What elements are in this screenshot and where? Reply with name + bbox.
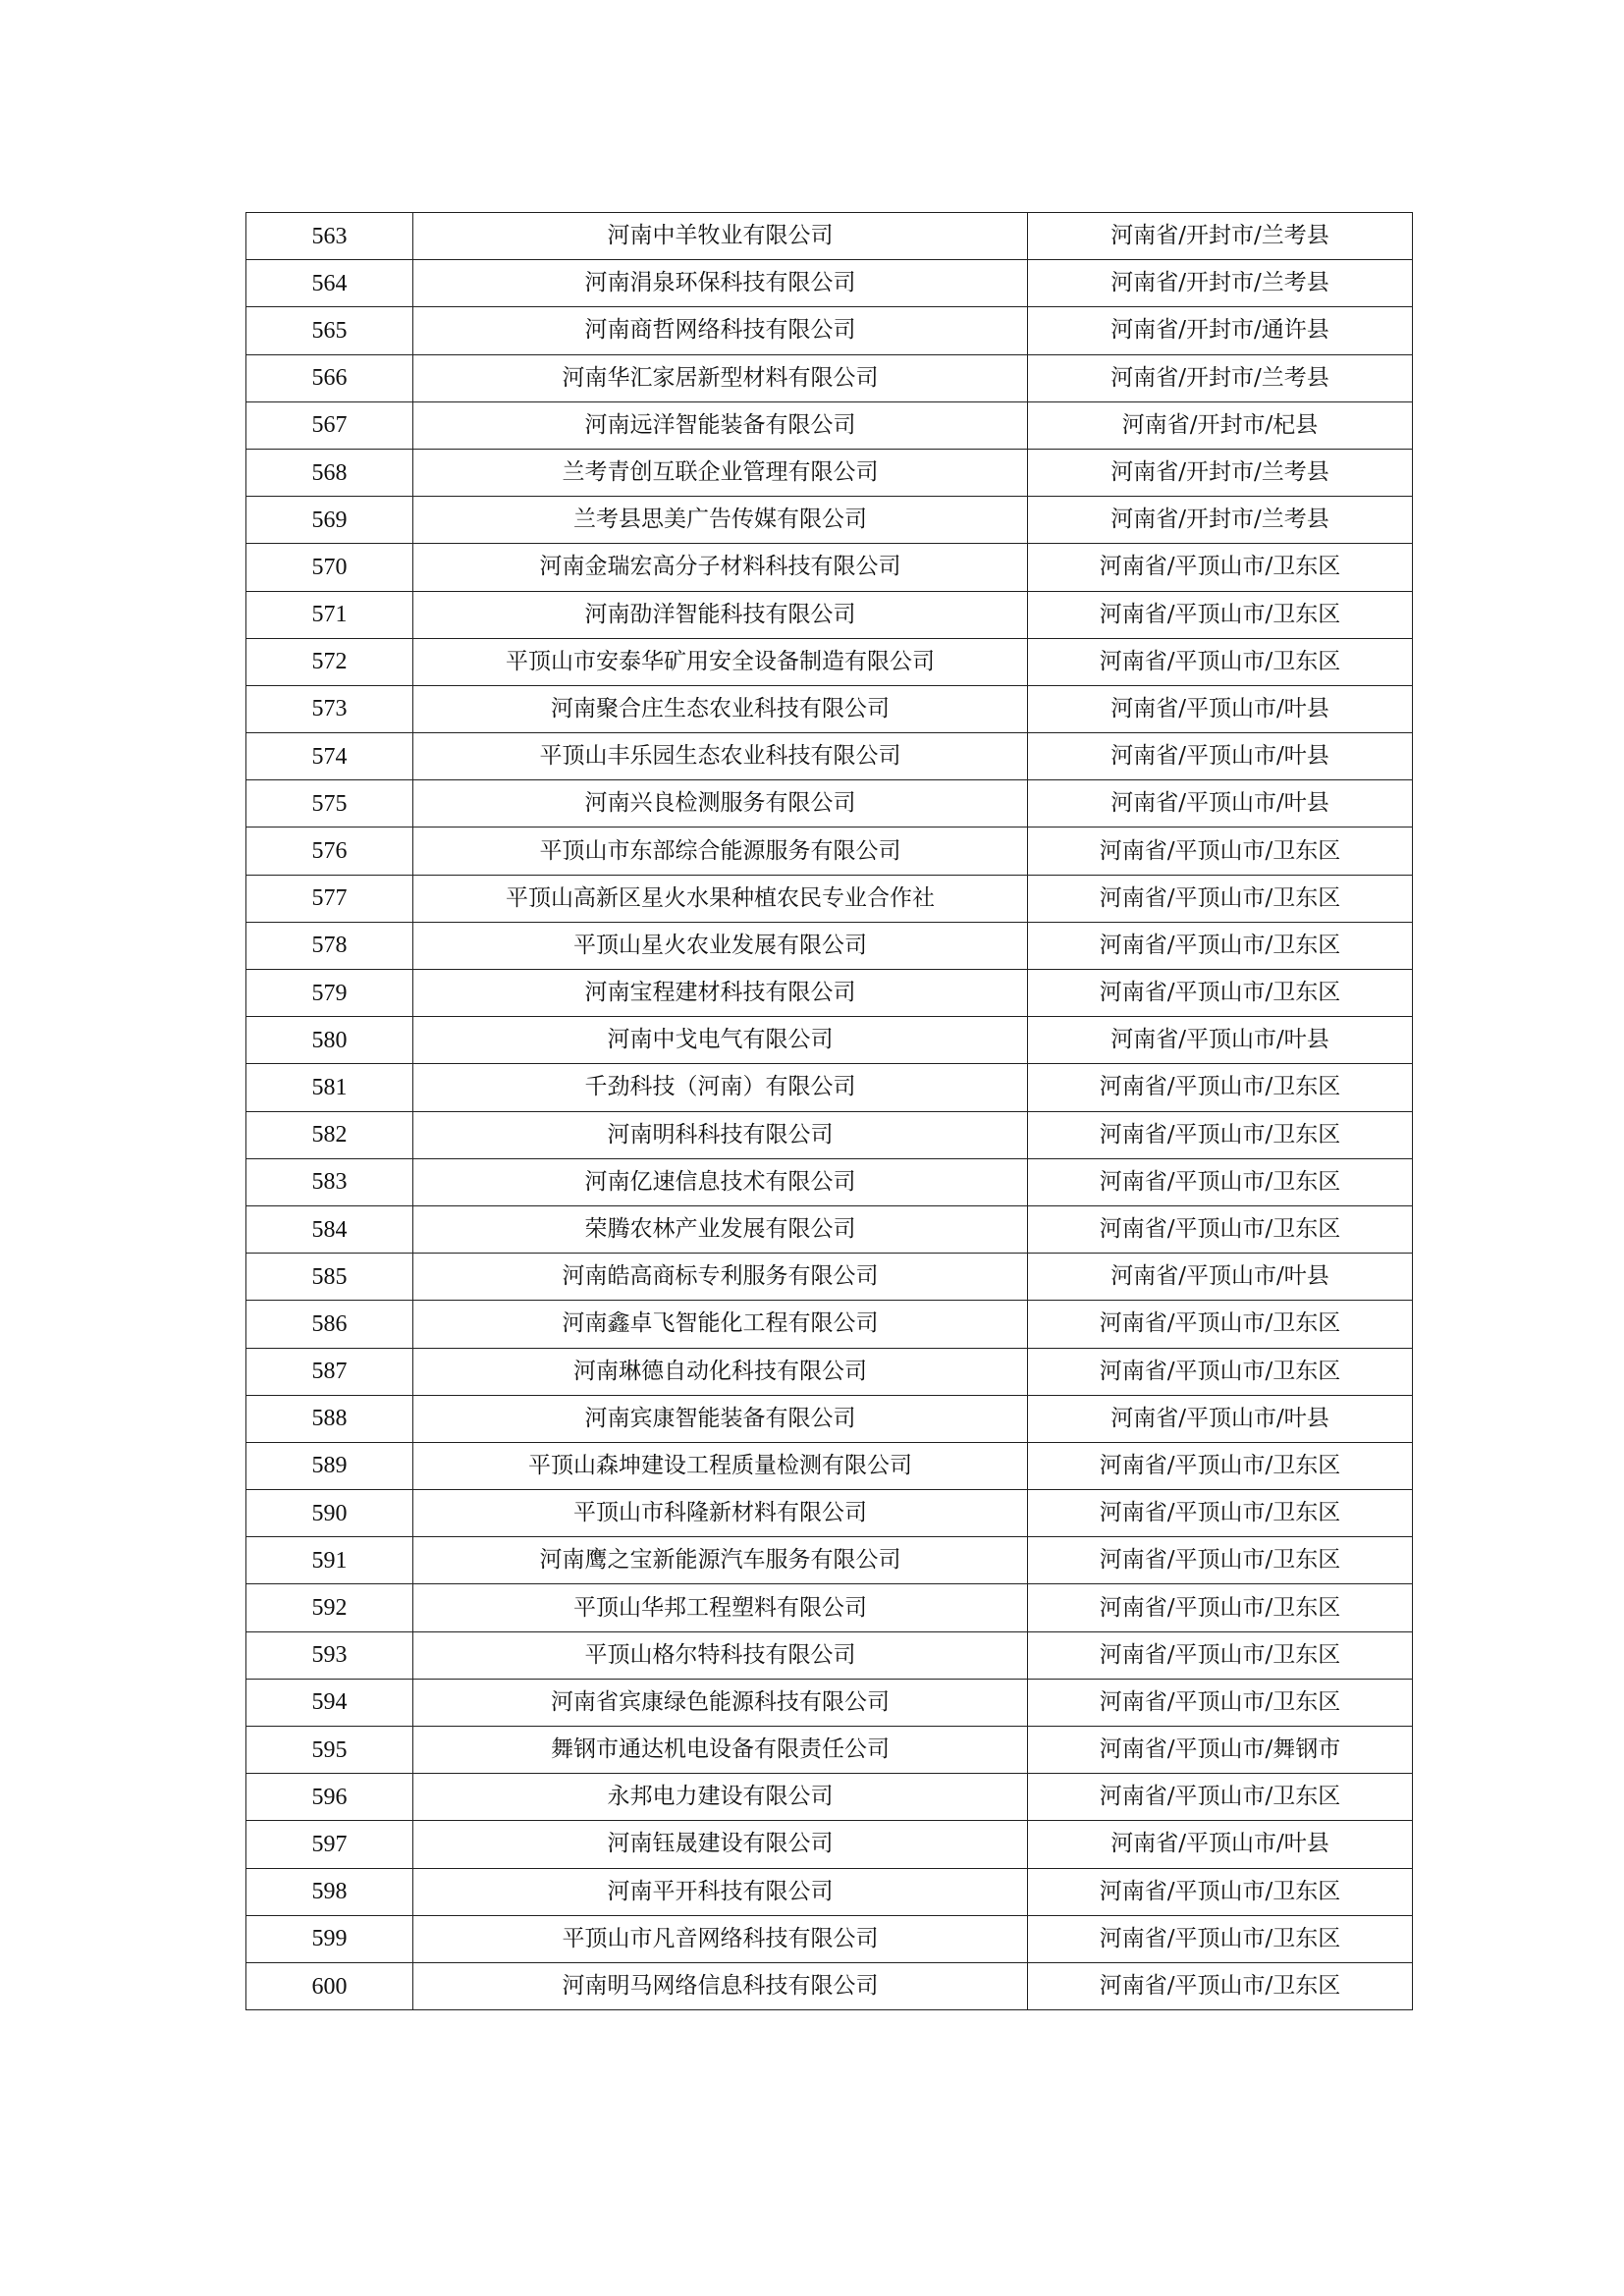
table-row [246, 1774, 1413, 1821]
row-number: 584 [246, 1205, 413, 1253]
table-row [246, 544, 1413, 591]
company-region: 河南省/平顶山市/叶县 [1028, 1821, 1413, 1868]
company-name: 平顶山星火农业发展有限公司 [413, 922, 1028, 969]
table-row [246, 449, 1413, 496]
row-number: 600 [246, 1962, 413, 2009]
company-region: 河南省/平顶山市/卫东区 [1028, 1111, 1413, 1158]
company-name: 河南远洋智能装备有限公司 [413, 401, 1028, 449]
company-region: 河南省/平顶山市/卫东区 [1028, 1915, 1413, 1962]
table-row [246, 1064, 1413, 1111]
company-region: 河南省/平顶山市/叶县 [1028, 1017, 1413, 1064]
table-row [246, 354, 1413, 401]
row-number: 596 [246, 1774, 413, 1821]
company-name: 千劲科技（河南）有限公司 [413, 1064, 1028, 1111]
row-number: 588 [246, 1395, 413, 1442]
company-name: 河南省宾康绿色能源科技有限公司 [413, 1679, 1028, 1726]
company-region: 河南省/平顶山市/叶县 [1028, 1395, 1413, 1442]
row-number: 594 [246, 1679, 413, 1726]
row-number: 574 [246, 733, 413, 780]
company-name: 河南金瑞宏高分子材料科技有限公司 [413, 544, 1028, 591]
company-name: 平顶山格尔特科技有限公司 [413, 1631, 1028, 1679]
table-row [246, 1915, 1413, 1962]
company-table [245, 212, 1413, 2010]
row-number: 576 [246, 828, 413, 875]
company-region: 河南省/平顶山市/卫东区 [1028, 1537, 1413, 1584]
row-number: 583 [246, 1158, 413, 1205]
row-number: 572 [246, 638, 413, 685]
company-name: 平顶山高新区星火水果种植农民专业合作社 [413, 875, 1028, 922]
company-name: 河南亿速信息技术有限公司 [413, 1158, 1028, 1205]
row-number: 580 [246, 1017, 413, 1064]
table-row [246, 1679, 1413, 1726]
company-region: 河南省/平顶山市/叶县 [1028, 780, 1413, 828]
company-name: 河南中戈电气有限公司 [413, 1017, 1028, 1064]
row-number: 565 [246, 307, 413, 354]
company-name: 河南平开科技有限公司 [413, 1868, 1028, 1915]
table-row [246, 828, 1413, 875]
company-region: 河南省/平顶山市/卫东区 [1028, 1774, 1413, 1821]
company-name: 河南涓泉环保科技有限公司 [413, 260, 1028, 307]
table-row [246, 685, 1413, 732]
table-row [246, 1205, 1413, 1253]
table-row [246, 1111, 1413, 1158]
table-row [246, 260, 1413, 307]
table-row [246, 1017, 1413, 1064]
row-number: 587 [246, 1348, 413, 1395]
row-number: 579 [246, 970, 413, 1017]
company-region: 河南省/平顶山市/卫东区 [1028, 1442, 1413, 1489]
company-region: 河南省/开封市/兰考县 [1028, 449, 1413, 496]
company-name: 舞钢市通达机电设备有限责任公司 [413, 1727, 1028, 1774]
row-number: 563 [246, 213, 413, 260]
company-name: 河南宝程建材科技有限公司 [413, 970, 1028, 1017]
company-region: 河南省/平顶山市/卫东区 [1028, 591, 1413, 638]
row-number: 582 [246, 1111, 413, 1158]
company-name: 平顶山华邦工程塑料有限公司 [413, 1584, 1028, 1631]
company-name: 河南明马网络信息科技有限公司 [413, 1962, 1028, 2009]
row-number: 599 [246, 1915, 413, 1962]
company-region: 河南省/平顶山市/叶县 [1028, 685, 1413, 732]
company-region: 河南省/平顶山市/卫东区 [1028, 1158, 1413, 1205]
company-region: 河南省/平顶山市/卫东区 [1028, 1631, 1413, 1679]
row-number: 578 [246, 922, 413, 969]
row-number: 591 [246, 1537, 413, 1584]
company-name: 平顶山市凡音网络科技有限公司 [413, 1915, 1028, 1962]
row-number: 568 [246, 449, 413, 496]
company-name: 河南商哲网络科技有限公司 [413, 307, 1028, 354]
company-region: 河南省/平顶山市/卫东区 [1028, 875, 1413, 922]
table-row [246, 1584, 1413, 1631]
row-number: 571 [246, 591, 413, 638]
company-region: 河南省/平顶山市/叶县 [1028, 733, 1413, 780]
company-region: 河南省/开封市/通许县 [1028, 307, 1413, 354]
row-number: 569 [246, 497, 413, 544]
table-row [246, 1158, 1413, 1205]
company-name: 兰考县思美广告传媒有限公司 [413, 497, 1028, 544]
table-row [246, 213, 1413, 260]
company-region: 河南省/平顶山市/卫东区 [1028, 544, 1413, 591]
row-number: 589 [246, 1442, 413, 1489]
company-region: 河南省/平顶山市/卫东区 [1028, 1584, 1413, 1631]
company-table-body [246, 213, 1413, 2010]
company-region: 河南省/平顶山市/卫东区 [1028, 1962, 1413, 2009]
company-name: 河南明科科技有限公司 [413, 1111, 1028, 1158]
company-region: 河南省/开封市/兰考县 [1028, 260, 1413, 307]
table-row [246, 1631, 1413, 1679]
table-row [246, 401, 1413, 449]
table-row [246, 1962, 1413, 2009]
company-name: 平顶山森坤建设工程质量检测有限公司 [413, 1442, 1028, 1489]
company-region: 河南省/开封市/兰考县 [1028, 354, 1413, 401]
company-name: 河南兴良检测服务有限公司 [413, 780, 1028, 828]
table-row [246, 1727, 1413, 1774]
table-row [246, 780, 1413, 828]
company-region: 河南省/平顶山市/叶县 [1028, 1254, 1413, 1301]
row-number: 598 [246, 1868, 413, 1915]
company-region: 河南省/平顶山市/卫东区 [1028, 638, 1413, 685]
table-row [246, 1821, 1413, 1868]
row-number: 585 [246, 1254, 413, 1301]
company-name: 永邦电力建设有限公司 [413, 1774, 1028, 1821]
row-number: 566 [246, 354, 413, 401]
company-name: 平顶山丰乐园生态农业科技有限公司 [413, 733, 1028, 780]
company-name: 平顶山市东部综合能源服务有限公司 [413, 828, 1028, 875]
row-number: 564 [246, 260, 413, 307]
company-name: 平顶山市安泰华矿用安全设备制造有限公司 [413, 638, 1028, 685]
table-row [246, 1537, 1413, 1584]
company-region: 河南省/平顶山市/卫东区 [1028, 1205, 1413, 1253]
company-name: 河南琳德自动化科技有限公司 [413, 1348, 1028, 1395]
company-region: 河南省/平顶山市/卫东区 [1028, 1868, 1413, 1915]
row-number: 597 [246, 1821, 413, 1868]
table-row [246, 1254, 1413, 1301]
company-region: 河南省/平顶山市/卫东区 [1028, 1490, 1413, 1537]
table-row [246, 1868, 1413, 1915]
company-region: 河南省/平顶山市/卫东区 [1028, 970, 1413, 1017]
table-row [246, 591, 1413, 638]
row-number: 595 [246, 1727, 413, 1774]
row-number: 581 [246, 1064, 413, 1111]
table-row [246, 638, 1413, 685]
company-name: 河南华汇家居新型材料有限公司 [413, 354, 1028, 401]
row-number: 586 [246, 1301, 413, 1348]
company-name: 平顶山市科隆新材料有限公司 [413, 1490, 1028, 1537]
company-name: 河南鹰之宝新能源汽车服务有限公司 [413, 1537, 1028, 1584]
company-region: 河南省/开封市/兰考县 [1028, 497, 1413, 544]
company-name: 河南劭洋智能科技有限公司 [413, 591, 1028, 638]
row-number: 567 [246, 401, 413, 449]
company-region: 河南省/开封市/杞县 [1028, 401, 1413, 449]
company-region: 河南省/平顶山市/卫东区 [1028, 828, 1413, 875]
company-name: 河南皓高商标专利服务有限公司 [413, 1254, 1028, 1301]
table-row [246, 1395, 1413, 1442]
table-row [246, 922, 1413, 969]
row-number: 577 [246, 875, 413, 922]
row-number: 573 [246, 685, 413, 732]
table-row [246, 1490, 1413, 1537]
company-region: 河南省/平顶山市/舞钢市 [1028, 1727, 1413, 1774]
company-name: 河南鑫卓飞智能化工程有限公司 [413, 1301, 1028, 1348]
table-row [246, 497, 1413, 544]
company-name: 河南中羊牧业有限公司 [413, 213, 1028, 260]
table-row [246, 1301, 1413, 1348]
row-number: 592 [246, 1584, 413, 1631]
company-name: 河南宾康智能装备有限公司 [413, 1395, 1028, 1442]
company-region: 河南省/平顶山市/卫东区 [1028, 1679, 1413, 1726]
company-region: 河南省/平顶山市/卫东区 [1028, 1064, 1413, 1111]
company-name: 河南钰晟建设有限公司 [413, 1821, 1028, 1868]
company-region: 河南省/开封市/兰考县 [1028, 213, 1413, 260]
company-region: 河南省/平顶山市/卫东区 [1028, 922, 1413, 969]
row-number: 593 [246, 1631, 413, 1679]
table-row [246, 733, 1413, 780]
company-name: 荣腾农林产业发展有限公司 [413, 1205, 1028, 1253]
table-row [246, 1348, 1413, 1395]
table-row [246, 307, 1413, 354]
row-number: 575 [246, 780, 413, 828]
row-number: 570 [246, 544, 413, 591]
table-row [246, 875, 1413, 922]
table-row [246, 1442, 1413, 1489]
table-row [246, 970, 1413, 1017]
company-region: 河南省/平顶山市/卫东区 [1028, 1348, 1413, 1395]
company-region: 河南省/平顶山市/卫东区 [1028, 1301, 1413, 1348]
company-name: 兰考青创互联企业管理有限公司 [413, 449, 1028, 496]
company-name: 河南聚合庄生态农业科技有限公司 [413, 685, 1028, 732]
row-number: 590 [246, 1490, 413, 1537]
